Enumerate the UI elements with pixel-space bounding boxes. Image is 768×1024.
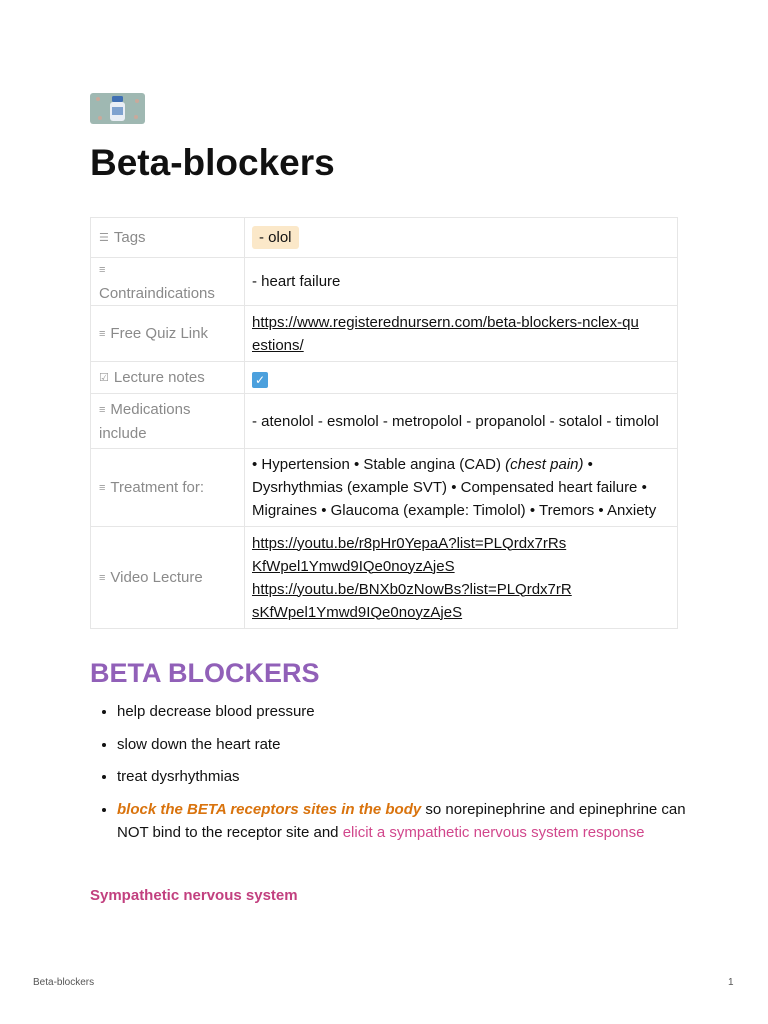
property-key-tags [91,218,245,258]
property-row-tags [91,218,678,258]
property-value-video-lecture [245,527,678,629]
text-icon: ≡ [99,327,106,340]
property-label: Free Quiz Link [110,324,208,342]
video-link-1[interactable]: https://youtu.be/r8pHr0YepaA?list=PLQrdx7rRsKfWpel1Ymwd9IQe0noyzAjeS [252,534,567,575]
list-item: • slow down the heart rate [117,733,717,756]
checkbox-icon: ☑ [99,371,109,384]
property-key-medications-include [91,394,245,449]
property-value-lecture-notes [245,362,678,394]
list-icon: ☰ [99,231,109,244]
treatment-text-rest: • Dysrhythmias (example SVT) • Compensated heart failure • Migraines • Glaucoma (example: Timolol) • Tremors • Anxiety [252,456,657,519]
text-icon: ≡ [99,481,106,494]
footer-page-number: 1 [728,977,734,988]
property-label: Treatment for: [110,478,205,496]
property-label: Contraindications [99,285,215,302]
property-label: Video Lecture [110,568,203,586]
bullet-text: so norepinephrine and epinephrine can NOT bind to the receptor site and [117,800,686,841]
lecture-notes-checkbox[interactable]: ✓ [252,372,268,388]
treatment-italic: (chest pain) [505,456,584,473]
medications-value: - atenolol - esmolol - metropolol - propanolol - sotalol - timolol [252,412,659,430]
quiz-link[interactable]: https://www.registerednursern.com/beta-blockers-nclex-questions/ [252,313,639,354]
subheading: Sympathetic nervous system [90,887,298,904]
bullet-highlight: block the BETA receptors sites in the body [117,800,422,818]
property-row-treatment-for [91,449,678,527]
bullet-pink-text: elicit a sympathetic nervous system response [342,823,645,841]
property-key-free-quiz-link [91,306,245,362]
text-icon: ≡ [99,403,106,416]
footer-title: Beta-blockers [33,977,95,988]
property-key-contraindications [91,258,245,306]
property-value-medications-include[interactable] [245,394,678,449]
section-heading: BETA BLOCKERS [90,658,320,688]
text-icon: ≡ [99,571,106,584]
contraindications-value: - heart failure [252,273,341,290]
property-value-treatment-for[interactable] [245,449,678,527]
property-row-medications-include [91,394,678,449]
property-label: Tags [113,228,146,246]
property-key-video-lecture [91,527,245,629]
treatment-text: • Hypertension • Stable angina (CAD) [252,456,506,473]
property-value-contraindications[interactable] [245,258,678,306]
property-key-lecture-notes [91,362,245,394]
medicine-bottle-icon [90,93,145,124]
text-icon: ≡ [99,264,106,276]
list-item: • help decrease blood pressure [117,700,717,723]
properties-table [90,217,678,629]
list-item: • treat dysrhythmias [117,765,717,788]
property-label: Medications include [99,400,191,442]
property-row-free-quiz-link [91,306,678,362]
property-label: Lecture notes [113,368,205,386]
property-value-free-quiz-link [245,306,678,362]
property-value-tags[interactable] [245,218,678,258]
video-link-2[interactable]: https://youtu.be/BNXb0zNowBs?list=PLQrdx7rRsKfWpel1Ymwd9IQe0noyzAjeS [252,580,572,621]
property-key-treatment-for [91,449,245,527]
property-row-video-lecture [91,527,678,629]
tag-olol[interactable]: - olol [252,226,299,249]
page-title: Beta-blockers [90,142,335,183]
property-row-lecture-notes [91,362,678,394]
list-item [117,798,717,844]
bullet-list [90,700,717,853]
property-row-contraindications [91,258,678,306]
